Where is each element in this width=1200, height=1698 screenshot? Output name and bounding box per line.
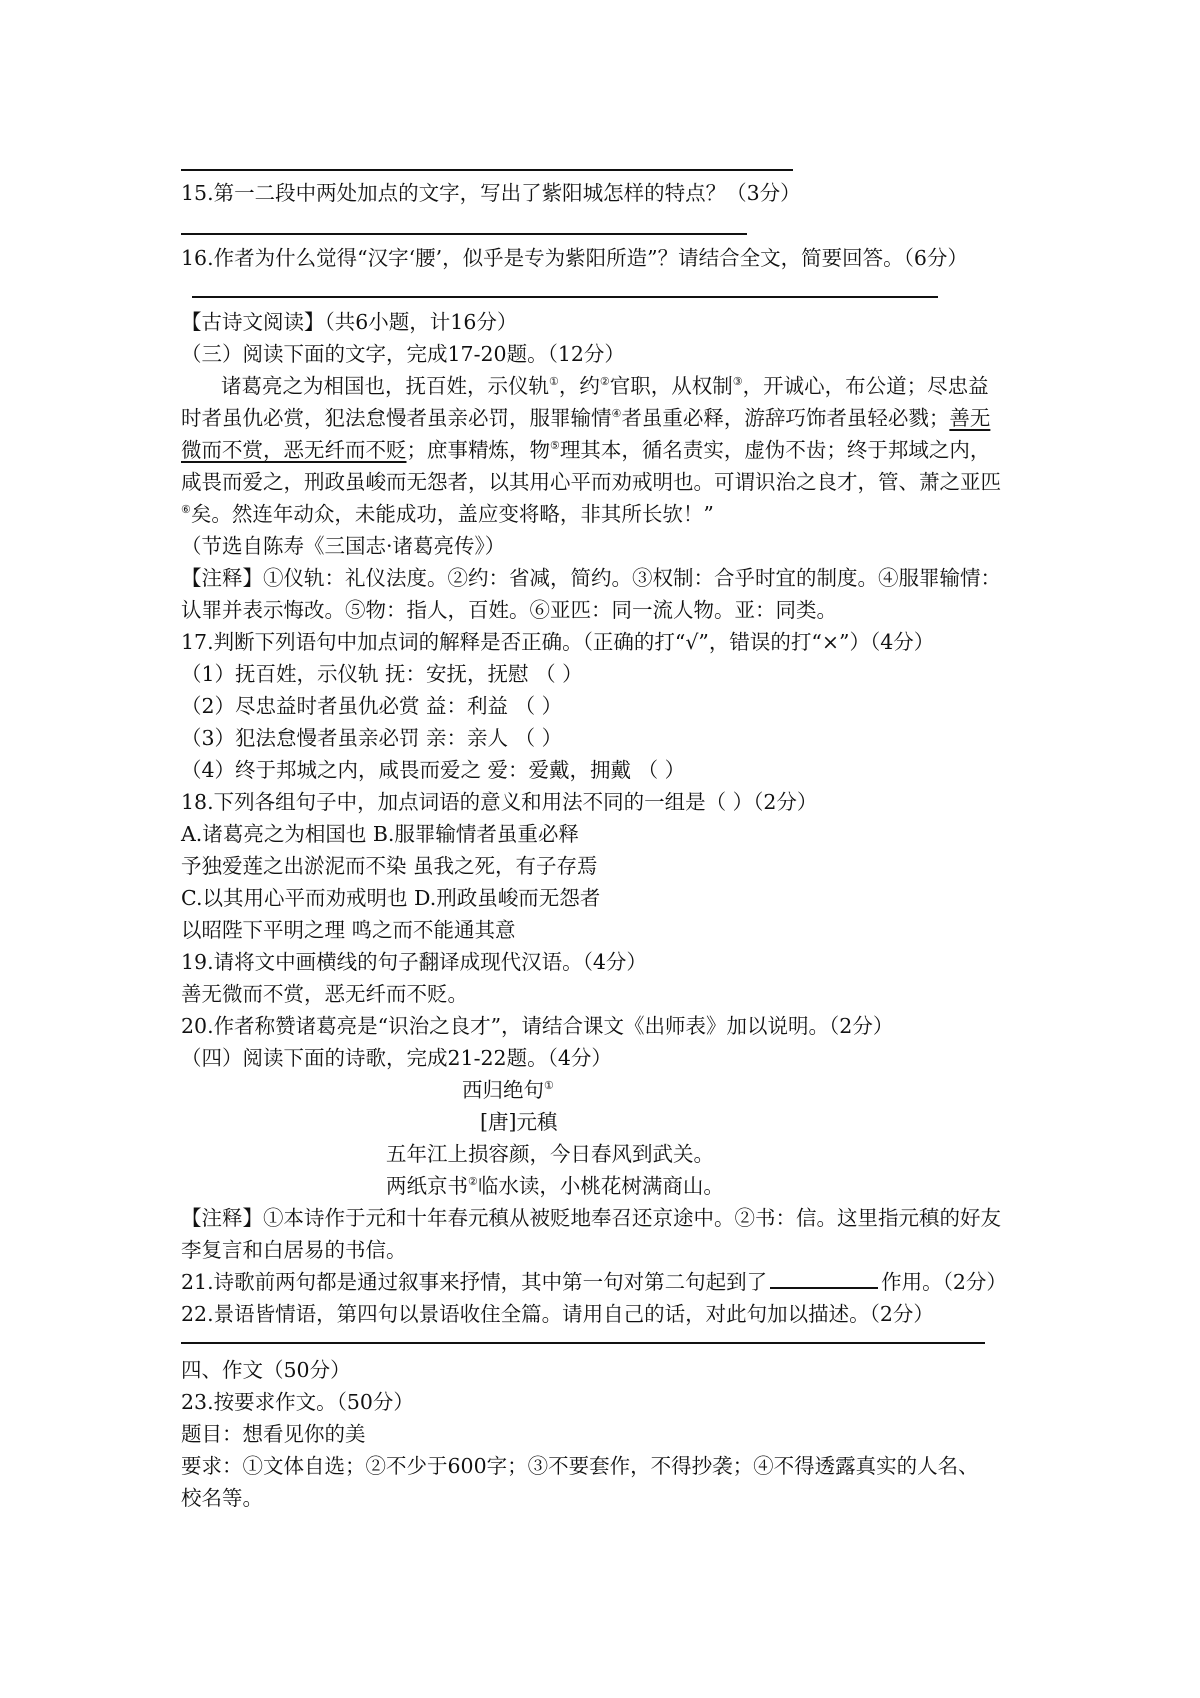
footnote-mark: ① (544, 1079, 554, 1093)
question-18-option: 以昭陛下平明之理 鸣之而不能通其意 (181, 918, 516, 942)
answer-line (192, 296, 938, 298)
question-17: 17.判断下列语句中加点词的解释是否正确。（正确的打“√”，错误的打“×”）（4分） (181, 630, 935, 654)
section-heading-ancient: 【古诗文阅读】（共6小题，计16分） (181, 310, 518, 334)
question-17-item: （2）尽忠益时者虽仇必赏 益：利益 （ ） (181, 694, 563, 718)
part-4-heading: （四）阅读下面的诗歌，完成21-22题。（4分） (181, 1046, 612, 1070)
question-18-option: 予独爱莲之出淤泥而不染 虽我之死，有子存焉 (181, 854, 598, 878)
underlined-sentence: 善无 (949, 406, 991, 430)
part-3-heading: （三）阅读下面的文字，完成17-20题。（12分） (181, 342, 625, 366)
question-18-option: C.以其用心平而劝戒明也 D.刑政虽峻而无怨者 (181, 886, 601, 910)
question-15: 15.第一二段中两处加点的文字，写出了紫阳城怎样的特点？（3分） (181, 181, 801, 205)
fill-in-blank[interactable] (770, 1267, 878, 1289)
question-17-item: （4）终于邦城之内，咸畏而爱之 爱：爱戴，拥戴 （ ） (181, 758, 686, 782)
section-heading-essay: 四、作文（50分） (181, 1358, 351, 1382)
footnote-mark: ⑤ (550, 439, 560, 453)
annotation-line-1: 【注释】①本诗作于元和十年春元稹从被贬地奉召还京途中。②书：信。这里指元稹的好友 (181, 1206, 1001, 1230)
passage-line-3: 微而不赏，恶无纤而不贬；庶事精炼，物⑤理其本，循名责实，虚伪不齿；终于邦域之内， (181, 438, 991, 462)
footnote-mark: ③ (732, 375, 743, 389)
poem-line-2: 两纸京书②临水读，小桃花树满商山。 (386, 1174, 724, 1198)
footnote-mark: ① (549, 375, 559, 389)
passage-source: （节选自陈寿《三国志·诸葛亮传》） (181, 534, 506, 558)
annotation-line-2: 认罪并表示悔改。⑤物：指人，百姓。⑥亚匹：同一流人物。亚：同类。 (181, 598, 837, 622)
question-21: 21.诗歌前两句都是通过叙事来抒情，其中第一句对第二句起到了 作用。（2分） (181, 1266, 1007, 1298)
answer-line (181, 1342, 985, 1344)
footnote-mark: ④ (611, 407, 622, 421)
footnote-mark: ② (468, 1175, 478, 1189)
answer-line (181, 233, 747, 235)
essay-topic: 题目：想看见你的美 (181, 1422, 366, 1446)
passage-line-1: 诸葛亮之为相国也，抚百姓，示仪轨①，约②官职，从权制③，开诚心，布公道；尽忠益 (221, 374, 989, 398)
question-17-item: （1）抚百姓，示仪轨 抚：安抚，抚慰 （ ） (181, 662, 583, 686)
question-23: 23.按要求作文。（50分） (181, 1390, 414, 1414)
answer-line (181, 169, 793, 171)
question-18: 18.下列各组句子中，加点词语的意义和用法不同的一组是（ ）（2分） (181, 790, 818, 814)
question-20: 20.作者称赞诸葛亮是“识治之良才”，请结合课文《出师表》加以说明。（2分） (181, 1014, 894, 1038)
poem-author: [唐]元稹 (480, 1110, 558, 1134)
underlined-sentence: 微而不赏，恶无纤而不贬 (181, 438, 407, 462)
footnote-mark: ⑥ (181, 503, 191, 517)
poem-line-1: 五年江上损容颜，今日春风到武关。 (386, 1142, 714, 1166)
passage-line-2: 时者虽仇必赏，犯法怠慢者虽亲必罚，服罪输情④者虽重必释，游辞巧饰者虽轻必戮；善无 (181, 406, 991, 430)
annotation-line-1: 【注释】①仪轨：礼仪法度。②约：省减，简约。③权制：合乎时宜的制度。④服罪输情： (181, 566, 1001, 590)
essay-requirements-1: 要求：①文体自选；②不少于600字；③不要套作，不得抄袭；④不得透露真实的人名、 (181, 1454, 979, 1478)
essay-requirements-2: 校名等。 (181, 1486, 263, 1510)
passage-line-4: 咸畏而爱之，刑政虽峻而无怨者，以其用心平而劝戒明也。可谓识治之良才，管、萧之亚匹 (181, 470, 1001, 494)
passage-line-5: ⑥矣。然连年动众，未能成功，盖应变将略，非其所长欤！” (181, 502, 714, 526)
question-19: 19.请将文中画横线的句子翻译成现代汉语。（4分） (181, 950, 647, 974)
question-16: 16.作者为什么觉得“汉字‘腰’，似乎是专为紫阳所造”？请结合全文，简要回答。（6分） (181, 246, 968, 270)
question-22: 22.景语皆情语，第四句以景语收住全篇。请用自己的话，对此句加以描述。（2分） (181, 1302, 934, 1326)
question-19-sentence: 善无微而不赏，恶无纤而不贬。 (181, 982, 468, 1006)
poem-title: 西归绝句① (462, 1078, 554, 1102)
footnote-mark: ② (599, 375, 610, 389)
question-17-item: （3）犯法怠慢者虽亲必罚 亲：亲人 （ ） (181, 726, 563, 750)
annotation-line-2: 李复言和白居易的书信。 (181, 1238, 407, 1262)
question-18-option: A.诸葛亮之为相国也 B.服罪输情者虽重必释 (181, 822, 579, 846)
